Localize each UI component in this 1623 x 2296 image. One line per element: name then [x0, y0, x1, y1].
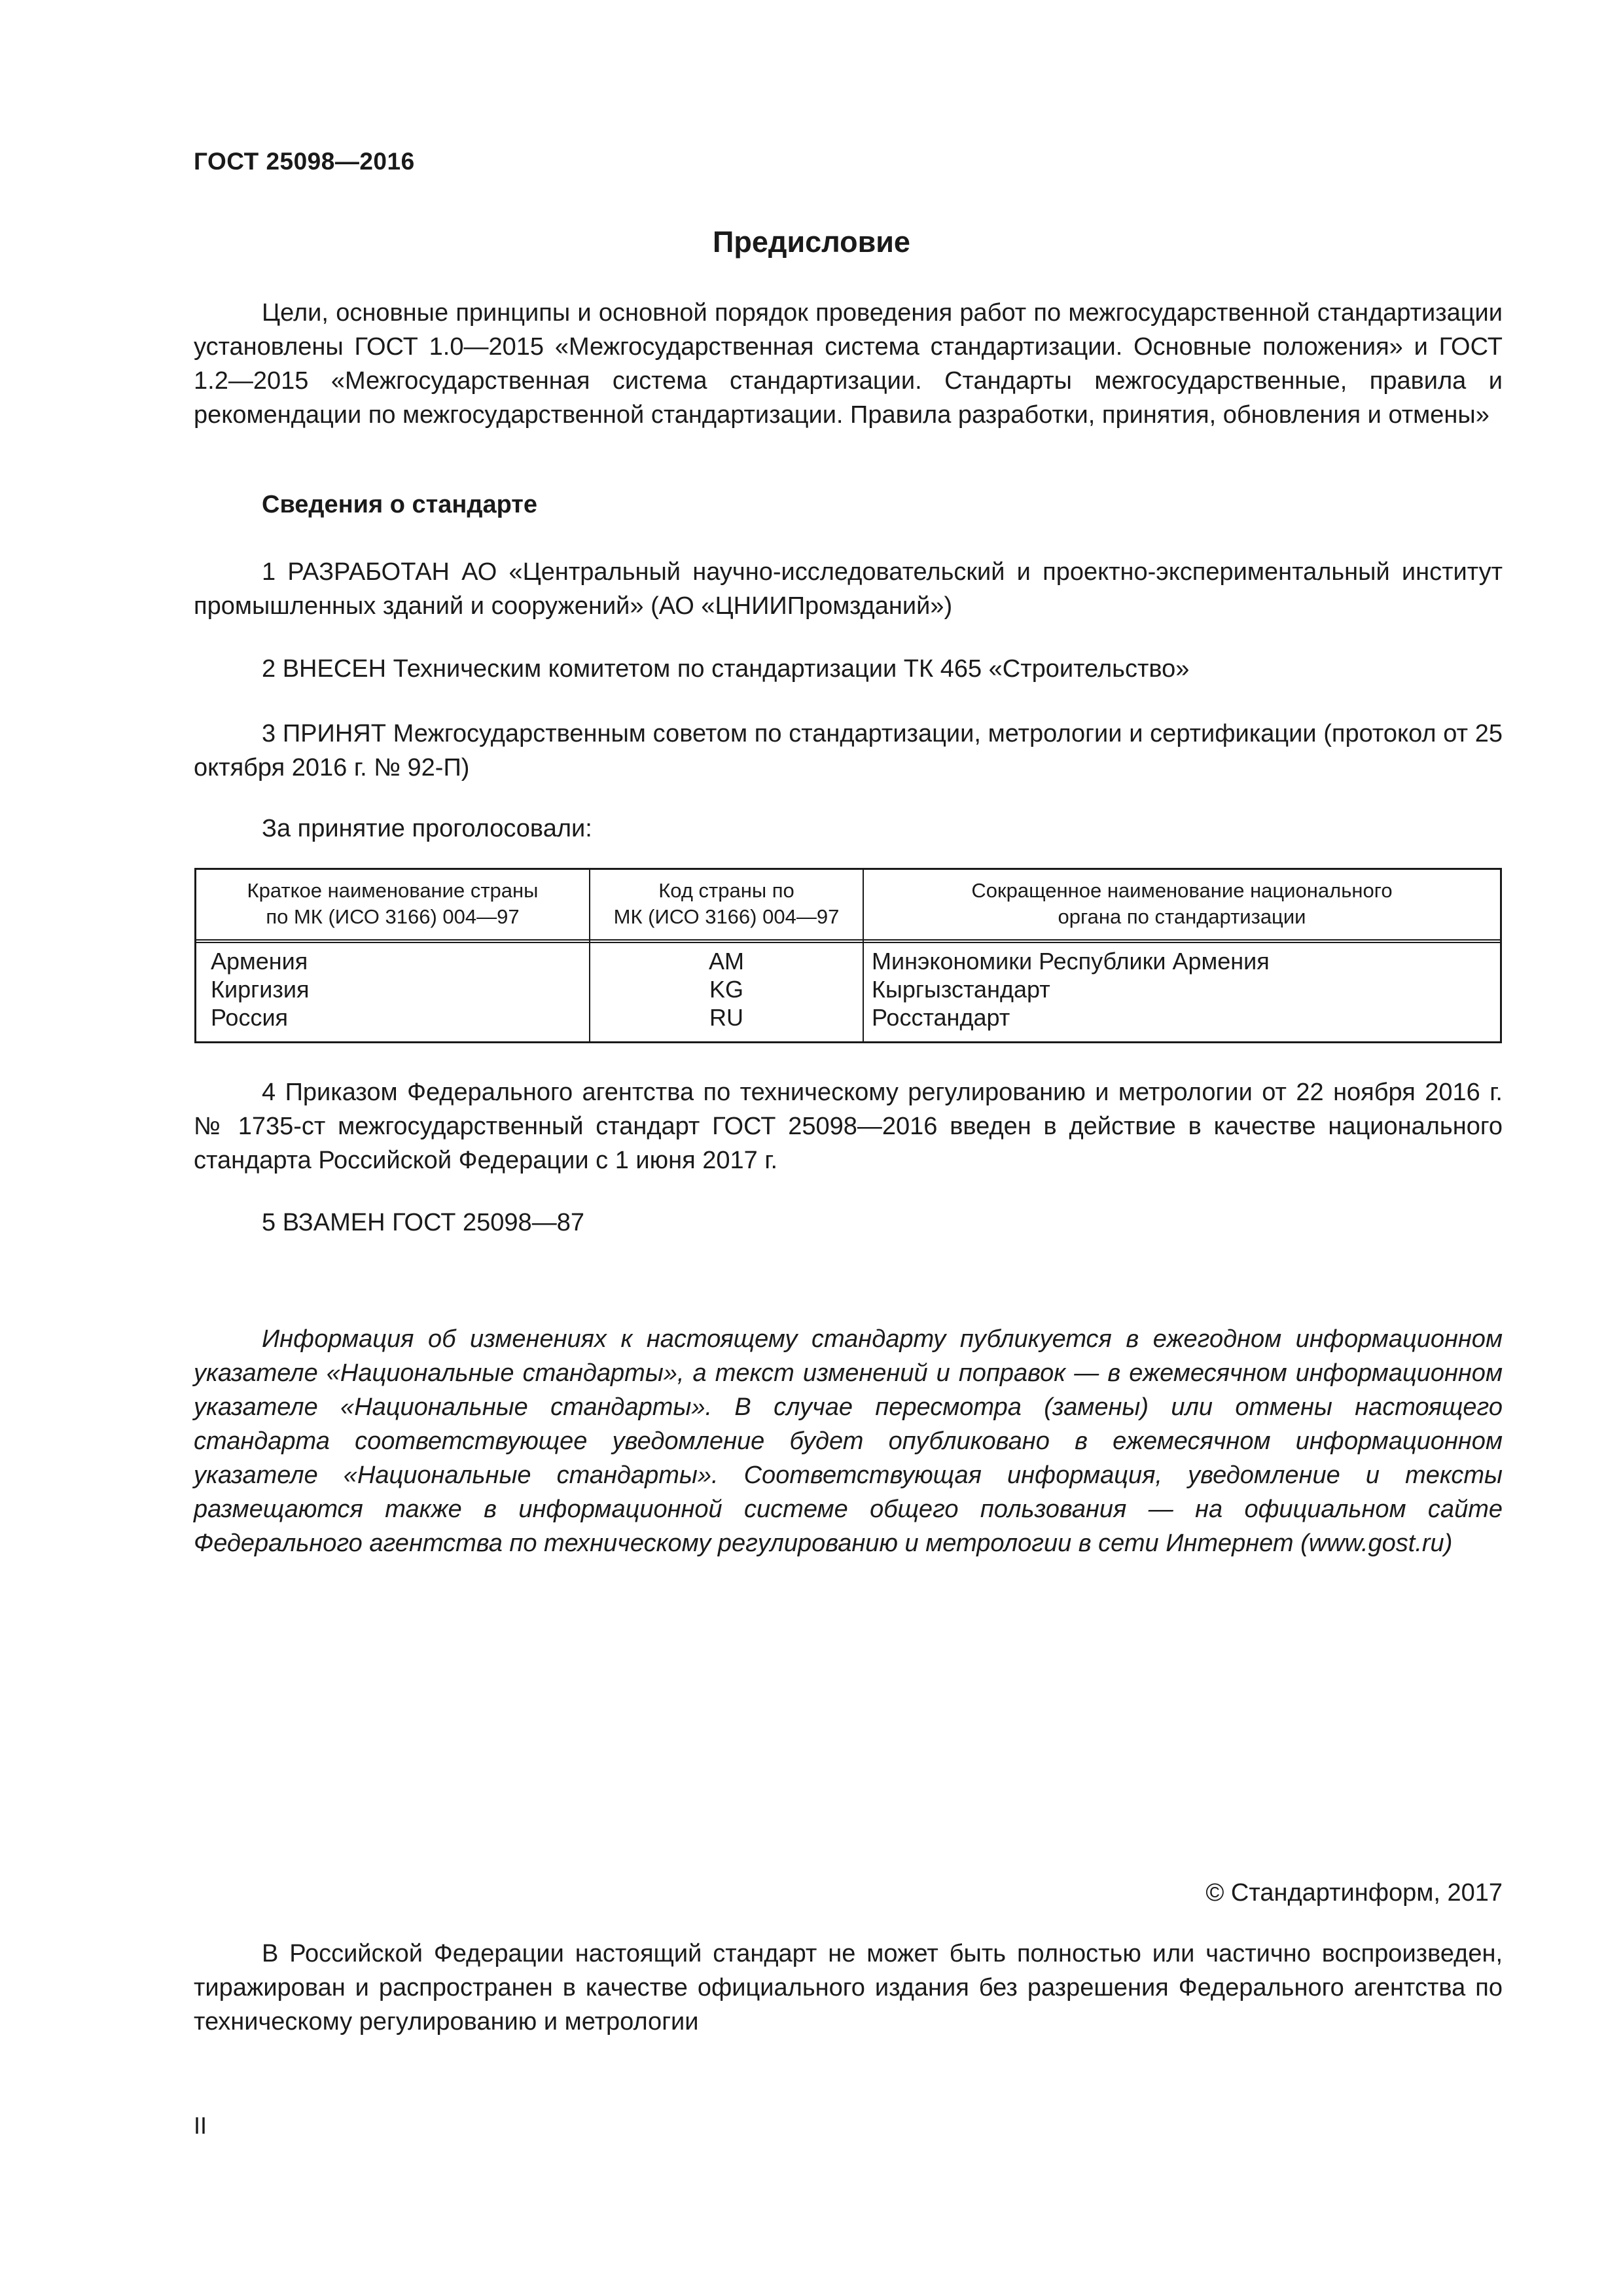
header-line: Краткое наименование страны — [247, 879, 539, 902]
header-line: Сокращенное наименование национального — [971, 879, 1393, 902]
body-cell: Кыргызстандарт — [872, 976, 1050, 1003]
body-cell: Росстандарт — [872, 1004, 1010, 1031]
country-cell: Россия — [211, 1004, 289, 1031]
body-cell: Минэкономики Республики Армения — [872, 948, 1270, 975]
table-body — [196, 947, 1500, 1031]
header-line: Код страны по — [658, 879, 794, 902]
country-cell: Армения — [211, 948, 308, 975]
change-information: Информация об изменениях к настоящему стандарту публикуется в ежегодном информационном указателе «Национальные стандарты», а текст изменений и поправок — в ежемесячном информационном указателе «Национальные стандарты». В случае пересмотра (замены) или отмены настоящего стандарта соответствующее уведомление будет опубликовано в ежемесячном информационном указателе «Национальные стандарты». Соответствующая информация, уведомление и тексты размещаются также в информационной системе общего пользования — на официальном сайте Федерального агентства по техническому регулированию и метрологии в сети Интернет (www.gost.ru) — [194, 1325, 1503, 1557]
table-row — [196, 975, 1500, 1003]
standard-code: ГОСТ 25098—2016 — [194, 148, 415, 175]
table-header — [196, 870, 1500, 938]
country-cell: Киргизия — [211, 976, 310, 1003]
table-row — [196, 1003, 1500, 1031]
header-country-name — [196, 870, 589, 938]
item-4-order: 4 Приказом Федерального агентства по техническому регулированию и метрологии от 22 ноября 2016 г. № 1735-ст межгосударственный стандарт ГОСТ 25098—2016 введен в действие в качестве национального стандарта Российской Федерации с 1 июня 2017 г. — [194, 1079, 1503, 1174]
copyright-line: © Стандартинформ, 2017 — [1205, 1879, 1503, 1907]
page-number: II — [194, 2112, 207, 2139]
voted-label: За принятие проголосовали: — [262, 815, 592, 842]
item-2-introduced: 2 ВНЕСЕН Техническим комитетом по стандартизации ТК 465 «Строительство» — [262, 655, 1190, 683]
header-country-code — [590, 870, 863, 938]
header-line: по МК (ИСО 3166) 004—97 — [266, 905, 520, 928]
code-cell: KG — [709, 976, 743, 1003]
header-national-body — [864, 870, 1500, 938]
item-1-developed: 1 РАЗРАБОТАН АО «Центральный научно-исследовательский и проектно-экспериментальный институт промышленных зданий и сооружений» (АО «ЦНИИПромзданий») — [194, 558, 1503, 620]
page-title: Предисловие — [713, 225, 910, 259]
standard-info-heading: Сведения о стандарте — [262, 491, 538, 518]
table-row — [196, 947, 1500, 975]
intro-paragraph: Цели, основные принципы и основной порядок проведения работ по межгосударственной стандартизации установлены ГОСТ 1.0—2015 «Межгосударственная система стандартизации. Основные положения» и ГОСТ 1.2—2015 «Межгосударственная система стандартизации. Стандарты межгосударственные, правила и рекомендации по межгосударственной стандартизации. Правила разработки, принятия, обновления и отмены» — [194, 299, 1503, 429]
header-line: органа по стандартизации — [1058, 905, 1306, 928]
code-cell: AM — [709, 948, 744, 975]
vote-table — [194, 868, 1502, 1043]
reproduction-notice: В Российской Федерации настоящий стандарт не может быть полностью или частично воспроизведен, тиражирован и распространен в качестве официального издания без разрешения Федерального агентства по техническому регулированию и метрологии — [194, 1940, 1503, 2036]
code-cell: RU — [709, 1004, 743, 1031]
header-line: МК (ИСО 3166) 004—97 — [613, 905, 840, 928]
item-5-replaces: 5 ВЗАМЕН ГОСТ 25098—87 — [262, 1209, 584, 1236]
header-double-rule — [196, 939, 1500, 943]
item-3-adopted: 3 ПРИНЯТ Межгосударственным советом по стандартизации, метрологии и сертификации (протокол от 25 октября 2016 г. № 92-П) — [194, 720, 1503, 781]
